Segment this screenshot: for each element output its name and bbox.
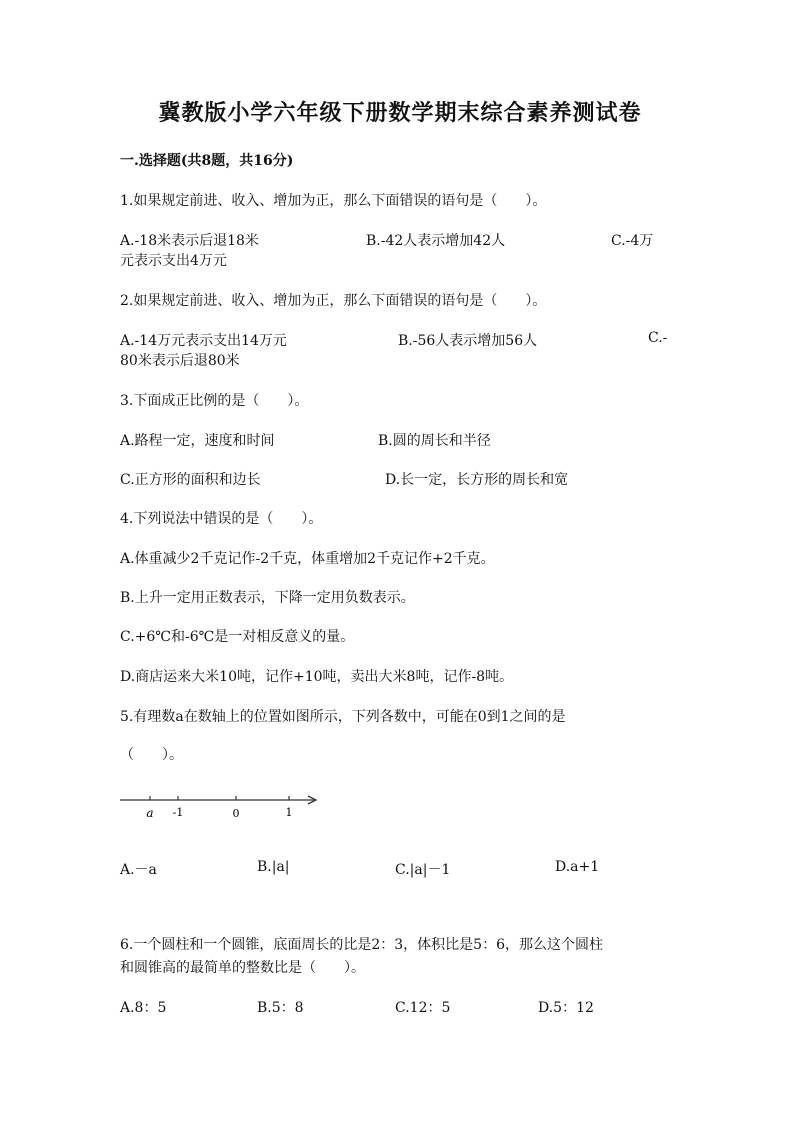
- question-5-stem-continued: （ ）。: [120, 747, 183, 763]
- page-title: 冀教版小学六年级下册数学期末综合素养测试卷: [158, 100, 642, 126]
- question-5-option-c[interactable]: C.|a|－1: [395, 862, 451, 878]
- question-1-stem: 1.如果规定前进、收入、增加为正，那么下面错误的语句是（ ）。: [120, 193, 547, 209]
- label-0: 0: [232, 807, 240, 820]
- question-5-stem: 5.有理数a在数轴上的位置如图所示，下列各数中，可能在0到1之间的是: [120, 709, 566, 725]
- question-1-option-c[interactable]: C.-4万: [611, 233, 654, 249]
- question-6-option-b[interactable]: B.5：8: [257, 1000, 304, 1016]
- question-4-option-b[interactable]: B.上升一定用正数表示，下降一定用负数表示。: [120, 590, 415, 606]
- question-3-stem: 3.下面成正比例的是（ ）。: [120, 393, 309, 409]
- question-4-option-d[interactable]: D.商店运来大米10吨，记作+10吨，卖出大米8吨，记作-8吨。: [120, 669, 514, 685]
- label-1: 1: [285, 806, 293, 819]
- label-a: a: [146, 806, 154, 820]
- question-3-option-a[interactable]: A.路程一定，速度和时间: [120, 433, 275, 449]
- question-3-option-d[interactable]: D.长一定，长方形的周长和宽: [385, 472, 569, 488]
- question-4-option-a[interactable]: A.体重减少2千克记作-2千克，体重增加2千克记作+2千克。: [120, 551, 495, 567]
- number-line-figure: [118, 790, 328, 824]
- question-4-option-c[interactable]: C.+6℃和-6℃是一对相反意义的量。: [120, 629, 355, 645]
- question-3-option-b[interactable]: B.圆的周长和半径: [378, 433, 491, 449]
- question-3-option-c[interactable]: C.正方形的面积和边长: [120, 472, 261, 488]
- question-6-option-d[interactable]: D.5：12: [538, 1000, 594, 1016]
- question-6-stem-continued: 和圆锥高的最简单的整数比是（ ）。: [120, 960, 365, 976]
- question-1-option-c-continued: 元表示支出4万元: [120, 253, 227, 269]
- question-5-option-b[interactable]: B.|a|: [257, 859, 290, 875]
- question-4-stem: 4.下列说法中错误的是（ ）。: [120, 511, 323, 527]
- question-1-option-b[interactable]: B.-42人表示增加42人: [366, 233, 506, 249]
- question-2-stem: 2.如果规定前进、收入、增加为正，那么下面错误的语句是（ ）。: [120, 293, 547, 309]
- label-minus-1: -1: [172, 806, 184, 819]
- question-5-option-d[interactable]: D.a+1: [555, 859, 600, 875]
- section-heading: 一.选择题(共8题，共16分): [120, 153, 294, 169]
- question-6-stem: 6.一个圆柱和一个圆锥，底面周长的比是2：3，体积比是5：6，那么这个圆柱: [120, 937, 603, 953]
- question-2-option-c[interactable]: C.-: [648, 330, 668, 346]
- question-6-option-c[interactable]: C.12：5: [395, 1000, 451, 1016]
- question-2-option-b[interactable]: B.-56人表示增加56人: [398, 333, 538, 349]
- question-6-option-a[interactable]: A.8：5: [120, 1000, 167, 1016]
- question-2-option-a[interactable]: A.-14万元表示支出14万元: [120, 333, 287, 349]
- question-5-option-a[interactable]: A.－a: [120, 862, 157, 878]
- question-1-option-a[interactable]: A.-18米表示后退18米: [120, 233, 259, 249]
- question-2-option-c-continued: 80米表示后退80米: [120, 353, 240, 369]
